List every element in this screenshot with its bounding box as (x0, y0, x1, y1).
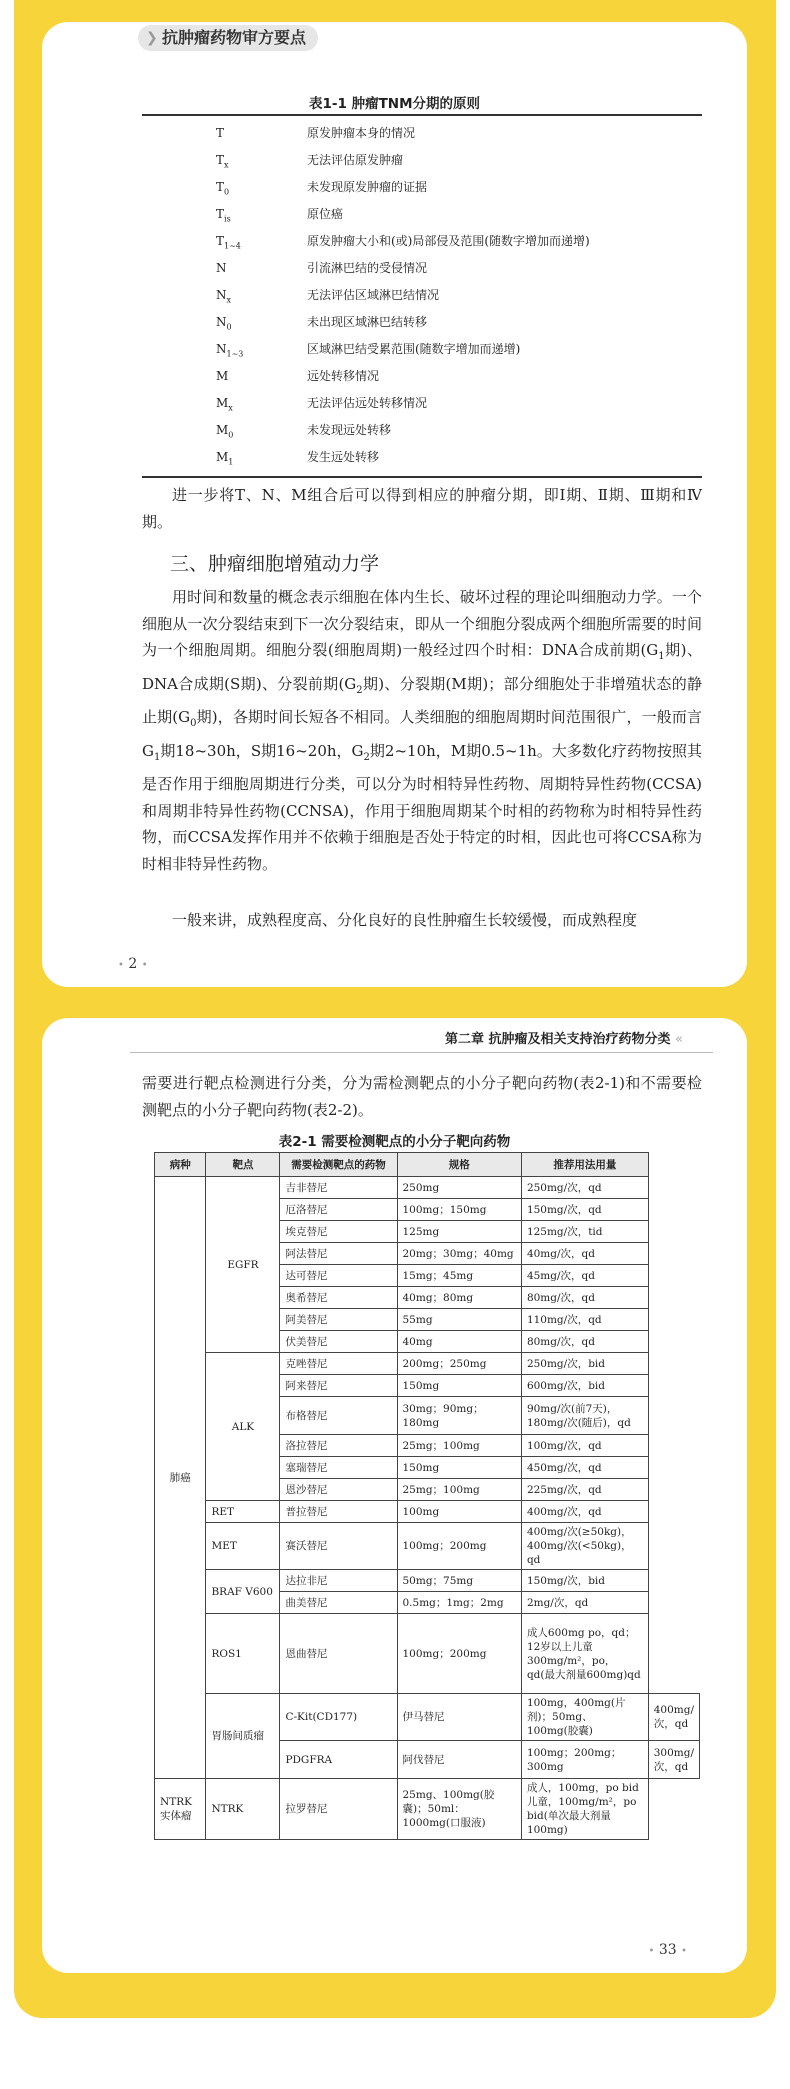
dose-cell: 250mg/次，bid (521, 1353, 648, 1375)
tnm-description: 原发肿瘤本身的情况 (307, 126, 416, 140)
table-bottom-rule (142, 476, 702, 478)
tnm-row (42, 390, 747, 417)
drug-cell: 伏美替尼 (280, 1331, 397, 1353)
dose-cell: 125mg/次，tid (521, 1221, 648, 1243)
tnm-subscript: is (224, 214, 231, 224)
tnm-description: 远处转移情况 (307, 369, 380, 383)
dose-cell: 成人，100mg，po bid 儿童，100mg/m²，po bid(单次最大剂量100mg) (521, 1779, 648, 1840)
spec-cell: 25mg；100mg (397, 1435, 521, 1457)
drug-cell: 伊马替尼 (397, 1694, 521, 1741)
dose-cell: 400mg/次，qd (648, 1694, 699, 1741)
tnm-subscript: 1~3 (226, 349, 244, 359)
header-cell: 规格 (397, 1153, 521, 1177)
dose-cell: 300mg/次，qd (648, 1741, 699, 1779)
drug-cell: 恩曲替尼 (280, 1614, 397, 1694)
section-heading: 三、肿瘤细胞增殖动力学 (170, 553, 380, 575)
dose-cell: 45mg/次，qd (521, 1265, 648, 1287)
table-caption: 表2-1 需要检测靶点的小分子靶向药物 (278, 1134, 511, 1150)
tnm-subscript: x (228, 403, 233, 413)
dose-cell: 150mg/次，bid (521, 1570, 648, 1592)
tnm-row (42, 201, 747, 228)
drug-cell: 塞瑞替尼 (280, 1457, 397, 1479)
spec-cell: 0.5mg；1mg；2mg (397, 1592, 521, 1614)
spec-cell: 20mg；30mg；40mg (397, 1243, 521, 1265)
drug-cell: 布格替尼 (280, 1397, 397, 1435)
spec-cell: 50mg；75mg (397, 1570, 521, 1592)
tnm-description: 区域淋巴结受累范围(随数字增加而递增) (307, 342, 521, 356)
table-row (155, 1694, 700, 1741)
spec-cell: 25mg；100mg (397, 1479, 521, 1501)
spec-cell: 100mg；150mg (397, 1199, 521, 1221)
page-number: • 33 • (648, 1942, 687, 1958)
drug-cell: 洛拉替尼 (280, 1435, 397, 1457)
tnm-subscript: 1 (228, 457, 234, 467)
drug-cell: 阿美替尼 (280, 1309, 397, 1331)
table-row (155, 1570, 700, 1592)
header-cell: 病种 (155, 1153, 206, 1177)
drug-cell: 赛沃替尼 (280, 1523, 397, 1570)
tnm-row (42, 363, 747, 390)
dose-cell: 80mg/次，qd (521, 1287, 648, 1309)
dose-cell: 400mg/次(≥50kg)，400mg/次(<50kg)，qd (521, 1523, 648, 1570)
target-cell: BRAF V600 (206, 1570, 280, 1614)
tnm-symbol: $N_0$ (216, 315, 232, 332)
table-row (155, 1779, 700, 1840)
dose-cell: 600mg/次，bid (521, 1375, 648, 1397)
tnm-symbol: $N_x$ (216, 288, 232, 305)
spec-cell: 125mg (397, 1221, 521, 1243)
dose-cell: 2mg/次，qd (521, 1592, 648, 1614)
drug-cell: 曲美替尼 (280, 1592, 397, 1614)
disease-cell: NTRK实体瘤 (155, 1779, 206, 1840)
target-cell: C-Kit(CD177) (280, 1694, 397, 1741)
spec-cell: 100mg；200mg；300mg (521, 1741, 648, 1779)
tnm-description: 引流淋巴结的受侵情况 (307, 261, 428, 275)
tnm-row (42, 282, 747, 309)
table-caption: 表1-1 肿瘤TNM分期的原则 (308, 96, 481, 112)
dose-cell: 400mg/次，qd (521, 1501, 648, 1523)
disease-cell: 胃肠间质瘤 (206, 1694, 280, 1779)
tnm-description: 原发肿瘤大小和(或)局部侵及范围(随数字增加而递增) (307, 234, 590, 248)
tnm-row (42, 147, 747, 174)
tnm-row (42, 417, 747, 444)
dose-cell: 90mg/次(前7天)，180mg/次(随后)，qd (521, 1397, 648, 1435)
tnm-symbol: N (216, 261, 227, 275)
tnm-row (42, 255, 747, 282)
spec-cell: 250mg (397, 1177, 521, 1199)
spec-cell: 40mg (397, 1331, 521, 1353)
double-chevron-icon: « (675, 1032, 683, 1047)
drug-cell: 恩沙替尼 (280, 1479, 397, 1501)
tnm-symbol: $N_{1\sim 3}$ (216, 342, 244, 359)
table-row (155, 1353, 700, 1375)
tnm-description: 无法评估区域淋巴结情况 (307, 288, 440, 302)
book-title-tag (138, 25, 318, 51)
target-cell: PDGFRA (280, 1741, 397, 1779)
tnm-row (42, 336, 747, 363)
header-cell: 需要检测靶点的药物 (280, 1153, 397, 1177)
spec-cell: 100mg，400mg(片剂)；50mg、100mg(胶囊) (521, 1694, 648, 1741)
tnm-subscript: 0 (228, 430, 234, 440)
tnm-subscript: x (224, 160, 229, 170)
table-row (155, 1523, 700, 1570)
target-cell: MET (206, 1523, 280, 1570)
page-number: • 2 • (118, 956, 148, 972)
drug-cell: 普拉替尼 (280, 1501, 397, 1523)
table-row (155, 1177, 700, 1199)
drug-cell: 奥希替尼 (280, 1287, 397, 1309)
table-top-rule (142, 114, 702, 116)
tnm-symbol: $M_x$ (216, 396, 233, 413)
spec-cell: 25mg、100mg(胶囊)；50ml：1000mg(口服液) (397, 1779, 521, 1840)
tnm-symbol: $M_0$ (216, 423, 234, 440)
target-cell: ROS1 (206, 1614, 280, 1694)
tnm-symbol: M (216, 369, 229, 383)
dose-cell: 250mg/次，qd (521, 1177, 648, 1199)
drug-cell: 吉非替尼 (280, 1177, 397, 1199)
tnm-description: 未出现区域淋巴结转移 (307, 315, 428, 329)
chapter-header: 第二章 抗肿瘤及相关支持治疗药物分类 « (444, 1032, 683, 1047)
targeted-drug-table (154, 1152, 700, 1840)
dose-cell: 225mg/次，qd (521, 1479, 648, 1501)
tnm-row (42, 444, 747, 471)
target-cell: RET (206, 1501, 280, 1523)
target-cell: EGFR (206, 1177, 280, 1353)
drug-cell: 阿来替尼 (280, 1375, 397, 1397)
drug-cell: 埃克替尼 (280, 1221, 397, 1243)
dose-cell: 成人600mg po，qd；12岁以上儿童300mg/m²，po，qd(最大剂量600mg)qd (521, 1614, 648, 1694)
tnm-description: 发生远处转移 (307, 450, 380, 464)
drug-cell: 达可替尼 (280, 1265, 397, 1287)
spec-cell: 100mg (397, 1501, 521, 1523)
tnm-symbol: $T_{is}$ (216, 207, 231, 224)
tnm-description: 原位癌 (307, 207, 344, 221)
tnm-row (42, 309, 747, 336)
intro-paragraph: 需要进行靶点检测进行分类，分为需检测靶点的小分子靶向药物(表2-1)和不需要检测靶点的小分子靶向药物(表2-2)。 (142, 1074, 702, 1119)
spec-cell: 55mg (397, 1309, 521, 1331)
paragraph-cell-dynamics: 用时间和数量的概念表示细胞在体内生长、破坏过程的理论叫细胞动力学。一个细胞从一次分裂结束到下一次分裂结束，即从一个细胞分裂成两个细胞所需要的时间为一个细胞周期。细胞分裂(细胞周期)一般经过四个时相：DNA合成前期($G_1$期)、DNA合成期(S期)、分裂前期($G_2$期)、分裂期(M期)；部分细胞处于非增殖状态的静止期($G_0$期)，各期时间长短各不相同。人类细胞的细胞周期时间范围很广，一般而言$G_1$期18~30h，S期16~20h，$G_2$期2~10h，M期0.5~1h。大多数化疗药物按照其是否作用于细胞周期进行分类，可以分为时相特异性药物、周期特异性药物(CCSA)和周期非特异性药物(CCNSA)，作用于细胞周期某个时相的药物称为时相特异性药物，而CCSA发挥作用并不依赖于细胞是否处于特定的时相，因此也可将CCSA称为时相非特异性药物。 (142, 588, 703, 873)
drug-cell: 阿伐替尼 (397, 1741, 521, 1779)
drug-cell: 阿法替尼 (280, 1243, 397, 1265)
tnm-subscript: 0 (226, 322, 232, 332)
target-cell: NTRK (206, 1779, 280, 1840)
table-row (155, 1501, 700, 1523)
header-cell: 推荐用法用量 (521, 1153, 648, 1177)
paragraph: 一般来讲，成熟程度高、分化良好的良性肿瘤生长较缓慢，而成熟程度 (172, 911, 638, 929)
drug-cell: 拉罗替尼 (280, 1779, 397, 1840)
header-rule (130, 1052, 713, 1053)
dose-cell: 110mg/次，qd (521, 1309, 648, 1331)
drug-cell: 厄洛替尼 (280, 1199, 397, 1221)
spec-cell: 30mg；90mg；180mg (397, 1397, 521, 1435)
book-title: 抗肿瘤药物审方要点 (162, 28, 307, 47)
paragraph: 进一步将T、N、M组合后可以得到相应的肿瘤分期，即Ⅰ期、Ⅱ期、Ⅲ期和Ⅳ期。 (142, 486, 702, 531)
target-cell: ALK (206, 1353, 280, 1501)
tnm-description: 未发现远处转移 (307, 423, 392, 437)
tnm-description: 未发现原发肿瘤的证据 (307, 180, 428, 194)
spec-cell: 150mg (397, 1375, 521, 1397)
spec-cell: 150mg (397, 1457, 521, 1479)
chevron-icon: ❯ (146, 30, 158, 46)
book-page-2 (42, 22, 747, 987)
spec-cell: 15mg；45mg (397, 1265, 521, 1287)
tnm-row (42, 174, 747, 201)
book-page-33 (42, 1018, 747, 1973)
dose-cell: 150mg/次，qd (521, 1199, 648, 1221)
tnm-symbol: $M_1$ (216, 450, 234, 467)
drug-cell: 克唑替尼 (280, 1353, 397, 1375)
header-cell: 靶点 (206, 1153, 280, 1177)
drug-cell: 达拉非尼 (280, 1570, 397, 1592)
dose-cell: 80mg/次，qd (521, 1331, 648, 1353)
spec-cell: 40mg；80mg (397, 1287, 521, 1309)
dose-cell: 100mg/次，qd (521, 1435, 648, 1457)
spec-cell: 200mg；250mg (397, 1353, 521, 1375)
tnm-subscript: x (226, 295, 232, 305)
tnm-description: 无法评估远处转移情况 (307, 396, 428, 410)
table-row (155, 1614, 700, 1694)
disease-cell: 肺癌 (155, 1177, 206, 1779)
spec-cell: 100mg；200mg (397, 1523, 521, 1570)
dose-cell: 450mg/次，qd (521, 1457, 648, 1479)
tnm-symbol: $T_{1\sim 4}$ (216, 234, 241, 251)
dose-cell: 40mg/次，qd (521, 1243, 648, 1265)
tnm-symbol: T (216, 126, 225, 140)
tnm-subscript: 0 (224, 187, 230, 197)
tnm-subscript: 1~4 (224, 241, 241, 251)
tnm-row (42, 120, 747, 147)
tnm-row (42, 228, 747, 255)
table-header-row (155, 1153, 700, 1177)
tnm-symbol: $T_0$ (216, 180, 230, 197)
tnm-description: 无法评估原发肿瘤 (307, 153, 404, 167)
spec-cell: 100mg；200mg (397, 1614, 521, 1694)
tnm-symbol: $T_x$ (216, 153, 229, 170)
